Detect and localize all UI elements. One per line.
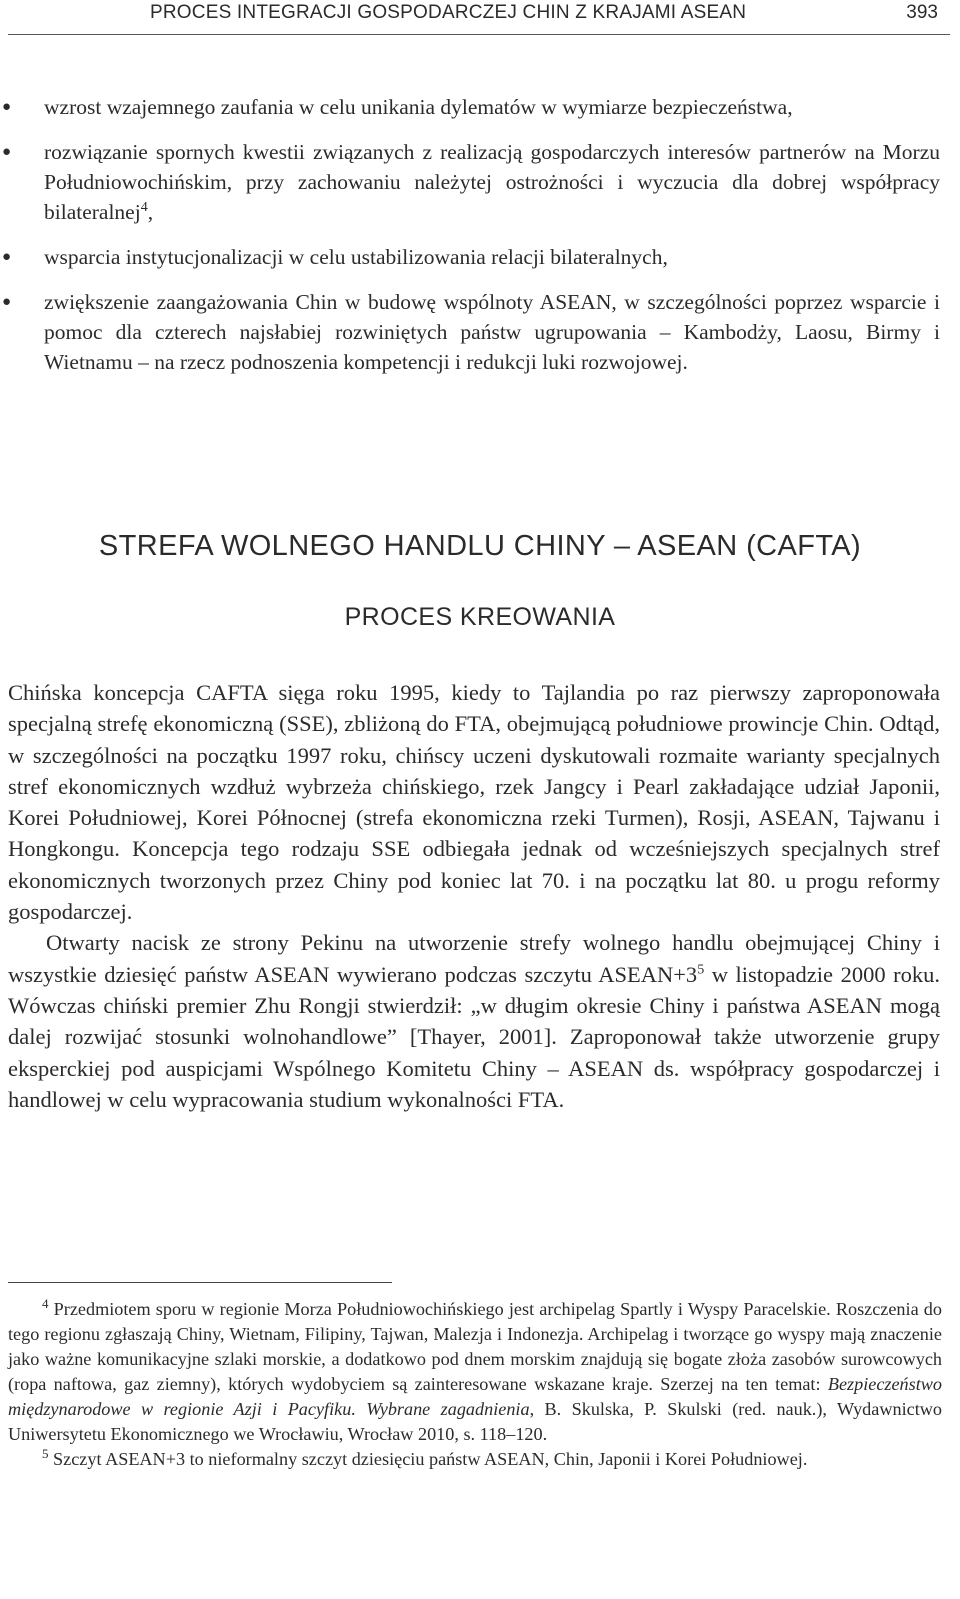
footnote-text-tail: , B. Skulska, P. Skulski (red. nauk.), Wydawnictwo Uniwersytetu Ekonomicznego we Wrocławiu, Wrocław 2010, s. 118–120. [8, 1399, 942, 1444]
section-title: STREFA WOLNEGO HANDLU CHINY – ASEAN (CAFTA) [98, 530, 862, 562]
footnote-5 [8, 1447, 942, 1472]
footnote-italic-title: Bezpieczeństwo międzynarodowe w regionie Azji i Pacyfiku. Wybrane zagadnienia [8, 1374, 942, 1419]
subsection-title: PROCES KREOWANIA [344, 603, 616, 631]
bullet-text: wzrost wzajemnego zaufania w celu unikania dylematów w wymiarze bezpieczeństwa, [44, 95, 793, 119]
running-head: PROCES INTEGRACJI GOSPODARCZEJ CHIN Z KRAJAMI ASEAN [150, 2, 747, 23]
footnote-4 [8, 1297, 942, 1447]
bullet-text: wsparcia instytucjonalizacji w celu ustabilizowania relacji bilateralnych, [44, 245, 668, 269]
body-text [8, 677, 940, 1115]
bullet-item [0, 242, 960, 272]
footnote-rule [8, 1282, 392, 1283]
bullet-item [0, 92, 960, 122]
page-number: 393 [906, 2, 938, 23]
footnote-ref-5[interactable]: 5 [697, 962, 705, 978]
bullet-text: rozwiązanie spornych kwestii związanych z realizacją gospodarczych interesów partnerów na Morzu Południowochińskim, przy zachowaniu należytej ostrożności i wyczucia dla dobrej współpracy bilateralnej [44, 140, 940, 224]
footnote-number: 4 [42, 1295, 49, 1311]
paragraph-text: Otwarty nacisk ze strony Pekinu na utworzenie strefy wolnego handlu obejmującej Chiny i wszystkie dziesięć państw ASEAN wywierano podczas szczytu ASEAN+3 [8, 930, 940, 987]
paragraph [8, 927, 940, 1115]
paragraph: Chińska koncepcja CAFTA sięga roku 1995, kiedy to Tajlandia po raz pierwszy zaproponowała specjalną strefę ekonomiczną (SSE), zbliżoną do FTA, obejmującą południowe prowincje Chin. Odtąd, w szczególności na początku 1997 roku, chińscy uczeni dyskutowali rozmaite warianty specjalnych stref ekonomicznych wzdłuż wybrzeża chińskiego, rzek Jangcy i Pearl zakładające udział Japonii, Korei Południowej, Korei Północnej (strefa ekonomiczna rzeki Turmen), Rosji, ASEAN, Tajwanu i Hongkongu. Koncepcja tego rodzaju SSE odbiegała jednak od wcześniejszych specjalnych stref ekonomicznych tworzonych przez Chiny pod koniec lat 70. i na początku lat 80. u progu reformy gospodarczej. [8, 680, 940, 925]
header-rule [8, 34, 950, 35]
bullet-item [0, 137, 960, 227]
bullet-text: zwiększenie zaangażowania Chin w budowę wspólnoty ASEAN, w szczególności poprzez wsparcie i pomoc dla czterech najsłabiej rozwiniętych państw ugrupowania – Kambodży, Laosu, Birmy i Wietnamu – na rzecz podnoszenia kompetencji i redukcji luki rozwojowej. [44, 290, 940, 374]
footnote-ref-4[interactable]: 4 [140, 199, 148, 215]
footnote-text: Przedmiotem sporu w regionie Morza Południowochińskiego jest archipelag Spartly i Wyspy Paracelskie. Roszczenia do tego regionu zgłaszają Chiny, Wietnam, Filipiny, Tajwan, Malezja i Indonezja. Archipelag i tworzące go wyspy mają znaczenie jako ważne komunikacyjne szlaki morskie, a dodatkowo pod dnem morskim znajdują się bogate złoża zasobów surowcowych (ropa naftowa, gaz ziemny), których wydobyciem są zainteresowane wskazane kraje. Szerzej na ten temat: [8, 1299, 942, 1394]
bullet-item [0, 287, 960, 377]
footnote-number: 5 [42, 1445, 49, 1461]
bullet-list [0, 92, 960, 392]
bullet-text-tail: , [147, 200, 154, 224]
footnotes [8, 1297, 942, 1472]
footnote-text: Szczyt ASEAN+3 to nieformalny szczyt dziesięciu państw ASEAN, Chin, Japonii i Korei Południowej. [48, 1449, 808, 1469]
paragraph-text-tail: w listopadzie 2000 roku. Wówczas chiński premier Zhu Rongji stwierdził: „w długim okresie Chiny i państwa ASEAN mogą dalej rozwijać stosunki wolnohandlowe” [Thayer, 2001]. Zaproponował także utworzenie grupy eksperckiej pod auspicjami Wspólnego Komitetu Chiny – ASEAN ds. współpracy gospodarczej i handlowej w celu wypracowania studium wykonalności FTA. [8, 961, 940, 1112]
